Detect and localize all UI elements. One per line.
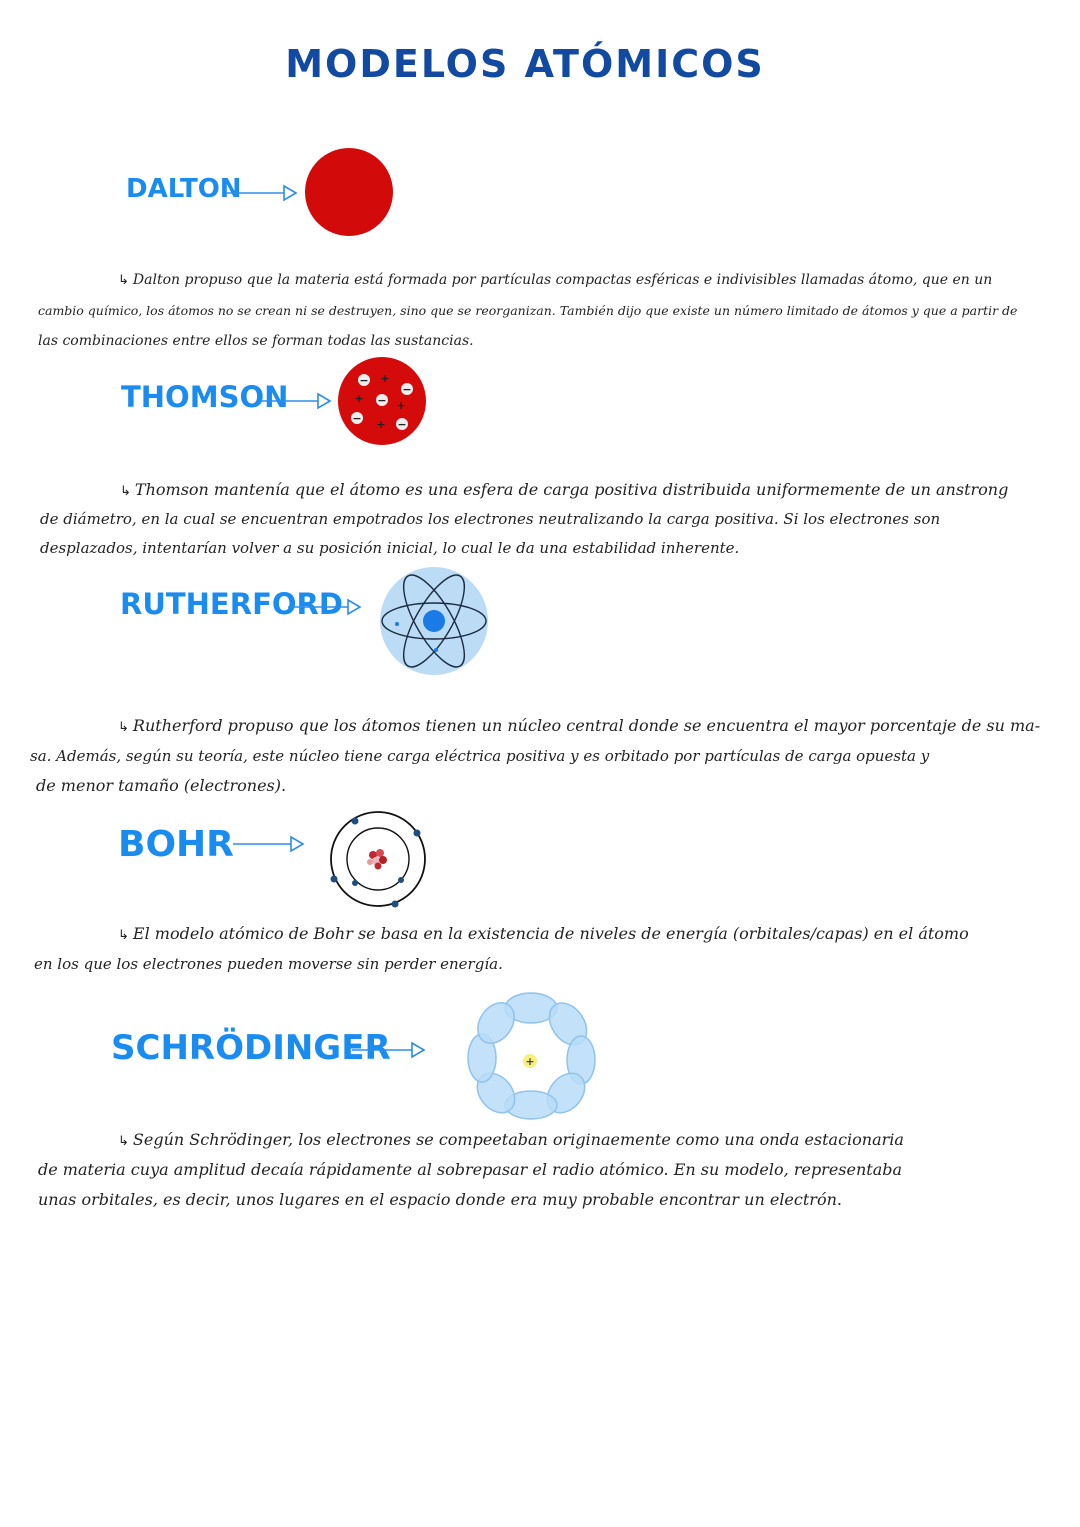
arrow-right-icon [231, 833, 307, 855]
plum-pudding-atom-icon [337, 356, 429, 448]
heading-dalton: DALTON [126, 174, 242, 204]
bohr-shells-atom-icon [327, 808, 431, 912]
thomson-plus: + [354, 392, 364, 405]
arrow-bullet-icon: ↳ [120, 484, 131, 499]
red-sphere-icon [304, 148, 396, 240]
arrow-right-icon [350, 1039, 426, 1061]
nucleus-plus: + [525, 1055, 535, 1068]
arrow-bullet-icon: ↳ [118, 928, 129, 943]
heading-rutherford: RUTHERFORD [120, 587, 343, 621]
paragraph-rutherford [0, 716, 1080, 796]
paragraph-line: cambio químico, los átomos no se crean ni se destruyen, sino que se reorganizan. También dijo que existe un número limitado de átomos y que a partir de [38, 303, 1018, 318]
arrow-right-icon [224, 182, 298, 204]
paragraph-line: de materia cuya amplitud decaía rápidamente al sobrepasar el radio atómico. En su modelo, representaba [38, 1160, 903, 1179]
thomson-plus: + [396, 399, 406, 412]
arrow-right-icon [286, 596, 362, 618]
heading-bohr: BOHR [118, 824, 234, 865]
paragraph-line: Según Schrödinger, los electrones se compeetaban originaemente como una onda estacionaria [132, 1130, 904, 1149]
thomson-minus: − [359, 374, 369, 387]
thomson-minus: − [352, 412, 362, 425]
paragraph-line: de menor tamaño (electrones). [36, 776, 287, 795]
thomson-minus: − [397, 418, 407, 431]
paragraph-line: Rutherford propuso que los átomos tienen un núcleo central donde se encuentra el mayor porcentaje de su ma- [132, 716, 1041, 735]
paragraph-bohr [0, 924, 1080, 984]
paragraph-line: sa. Además, según su teoría, este núcleo tiene carga eléctrica positiva y es orbitado por partículas de carga opuesta y [30, 747, 930, 765]
paragraph-line: en los que los electrones pueden moverse sin perder energía. [34, 955, 503, 973]
paragraph-line: desplazados, intentarían volver a su posición inicial, lo cual le da una estabilidad inherente. [40, 539, 740, 557]
heading-schrodinger: SCHRÖDINGER [111, 1028, 391, 1068]
electron-cloud-atom-icon [464, 992, 598, 1122]
arrow-bullet-icon: ↳ [118, 720, 129, 735]
thomson-minus: − [402, 383, 412, 396]
paragraph-line: Thomson mantenía que el átomo es una esfera de carga positiva distribuida uniformemente de un anstrong [134, 480, 1009, 499]
arrow-bullet-icon: ↳ [118, 1134, 129, 1149]
paragraph-schrodinger [0, 1130, 1080, 1210]
thomson-plus: + [380, 372, 390, 385]
arrow-bullet-icon: ↳ [118, 273, 129, 288]
thomson-minus: − [377, 394, 387, 407]
paragraph-line: las combinaciones entre ellos se forman todas las sustancias. [38, 333, 474, 349]
arrow-right-icon [256, 390, 332, 412]
paragraph-line: El modelo atómico de Bohr se basa en la existencia de niveles de energía (orbitales/capas) en el átomo [132, 924, 969, 943]
paragraph-line: de diámetro, en la cual se encuentran empotrados los electrones neutralizando la carga positiva. Si los electrones son [40, 510, 941, 528]
paragraph-thomson [0, 480, 1080, 560]
page-title: MODELOS ATÓMICOS [285, 42, 765, 86]
heading-thomson: THOMSON [121, 380, 289, 414]
paragraph-line: Dalton propuso que la materia está formada por partículas compactas esféricas e indivisibles llamadas átomo, que en un [132, 272, 993, 288]
thomson-plus: + [376, 418, 386, 431]
paragraph-line: unas orbitales, es decir, unos lugares en el espacio donde era muy probable encontrar un electrón. [38, 1190, 842, 1209]
orbital-atom-icon [378, 566, 492, 676]
paragraph-dalton [0, 272, 1080, 352]
